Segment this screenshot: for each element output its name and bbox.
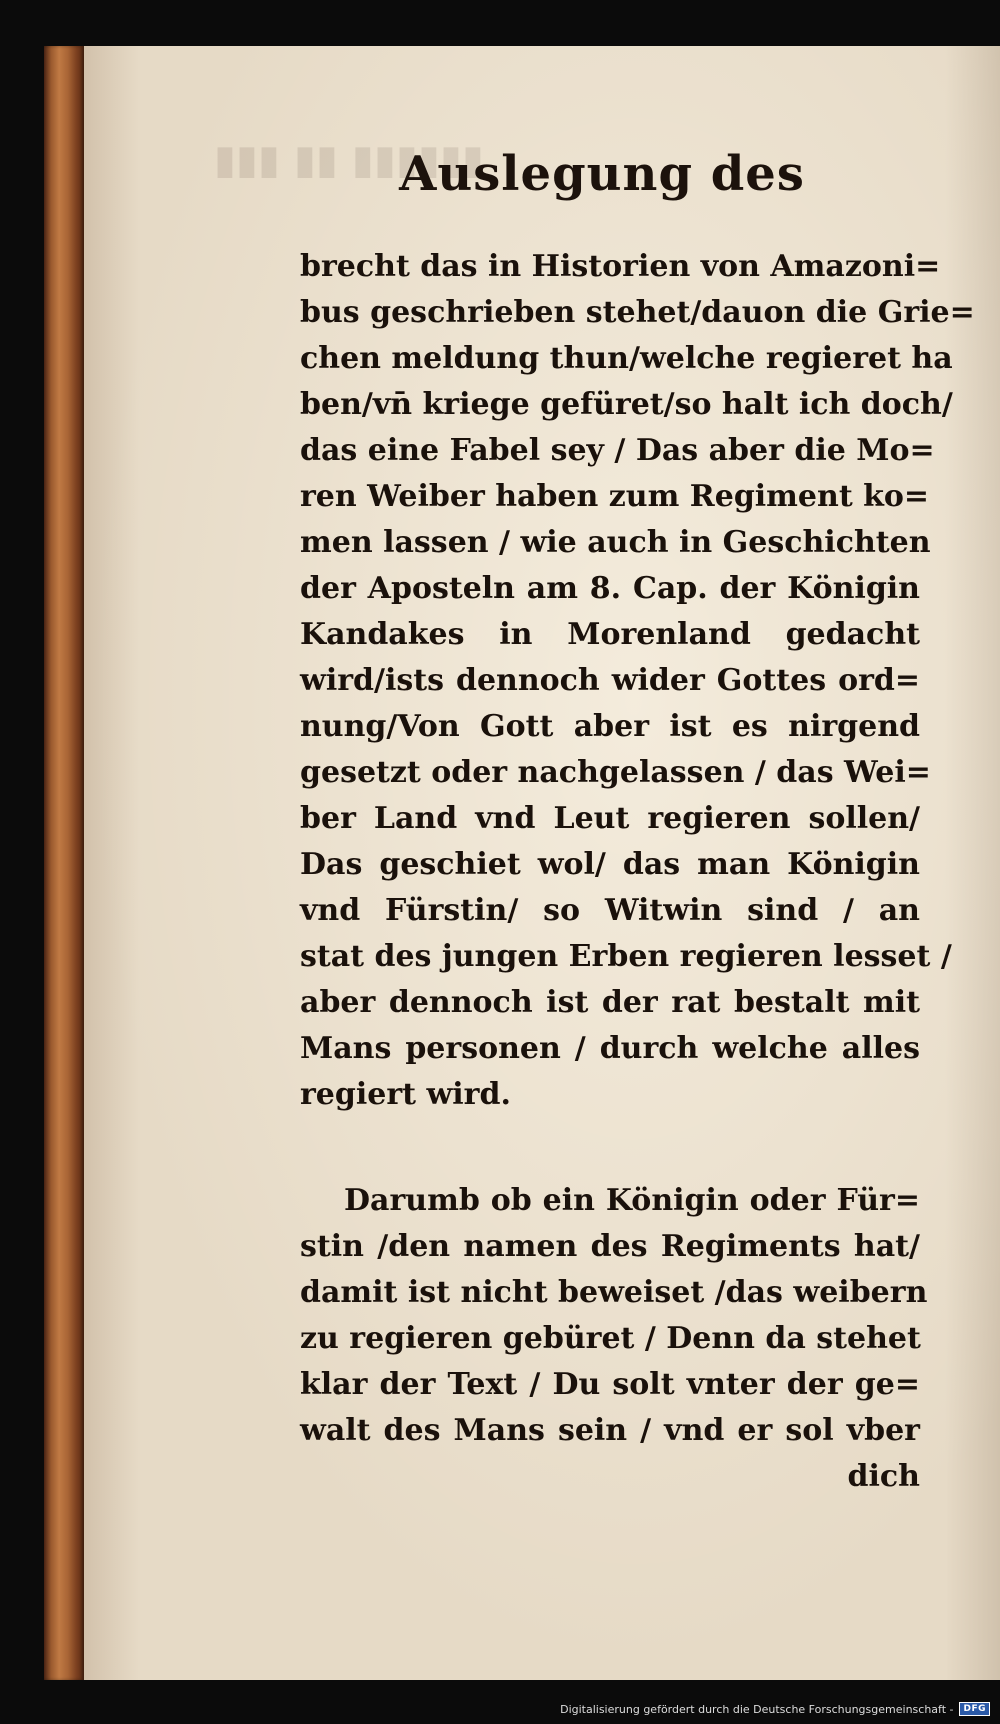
text-line: stin /den namen des Regiments hat/: [300, 1229, 920, 1264]
text-line: men lassen / wie auch in Geschichten: [300, 525, 931, 560]
text-line: zu regieren gebüret / Denn da stehet: [300, 1321, 921, 1356]
text-line: ber Land vnd Leut regieren sollen/: [300, 801, 920, 836]
running-head: Auslegung des: [399, 146, 805, 202]
text-line: gesetzt oder nachgelassen / das Wei=: [300, 755, 931, 790]
dfg-logo: DFG: [959, 1702, 990, 1716]
text-line: Darumb ob ein Königin oder Für=: [344, 1183, 920, 1218]
digitization-credit: [560, 1702, 990, 1716]
text-line: Kandakes in Morenland gedacht: [300, 617, 920, 652]
text-line: wird/ists dennoch wider Gottes ord=: [300, 663, 920, 698]
text-line: bus geschrieben stehet/dauon die Grie=: [300, 295, 975, 330]
book-page: [84, 46, 1000, 1680]
text-line: der Aposteln am 8. Cap. der Königin: [300, 571, 920, 606]
text-line: chen meldung thun/welche regieret ha: [300, 341, 953, 376]
text-line: damit ist nicht beweiset /das weibern: [300, 1275, 928, 1310]
catchword: dich: [847, 1459, 920, 1494]
credit-text: Digitalisierung gefördert durch die Deutsche Forschungsgemeinschaft -: [560, 1702, 954, 1716]
text-line: vnd Fürstin/ so Witwin sind / an: [300, 893, 920, 928]
text-line: regiert wird.: [300, 1077, 511, 1112]
show-through-text: ▮▮▮▮▮▮ ▮▮ ▮▮▮: [214, 136, 484, 183]
paragraph-gap: [300, 1118, 920, 1178]
paragraph-1: [300, 244, 975, 1118]
text-line: stat des jungen Erben regieren lesset /: [300, 939, 952, 974]
text-line: brecht das in Historien von Amazoni=: [300, 249, 941, 284]
text-line: ben/vn̄ kriege gefüret/so halt ich doch/: [300, 387, 953, 422]
text-block: [300, 244, 975, 1500]
text-line: nung/Von Gott aber ist es nirgend: [300, 709, 920, 744]
text-line: klar der Text / Du solt vnter der ge=: [300, 1367, 920, 1402]
text-line: Mans personen / durch welche alles: [300, 1031, 920, 1066]
text-line: ren Weiber haben zum Regiment ko=: [300, 479, 930, 514]
text-line: aber dennoch ist der rat bestalt mit: [300, 985, 920, 1020]
paragraph-2: [300, 1178, 928, 1500]
text-line: walt des Mans sein / vnd er sol vber: [300, 1413, 920, 1448]
book: [44, 46, 1000, 1680]
text-line: Das geschiet wol/ das man Königin: [300, 847, 920, 882]
text-line: das eine Fabel sey / Das aber die Mo=: [300, 433, 935, 468]
book-edge: [44, 46, 86, 1680]
